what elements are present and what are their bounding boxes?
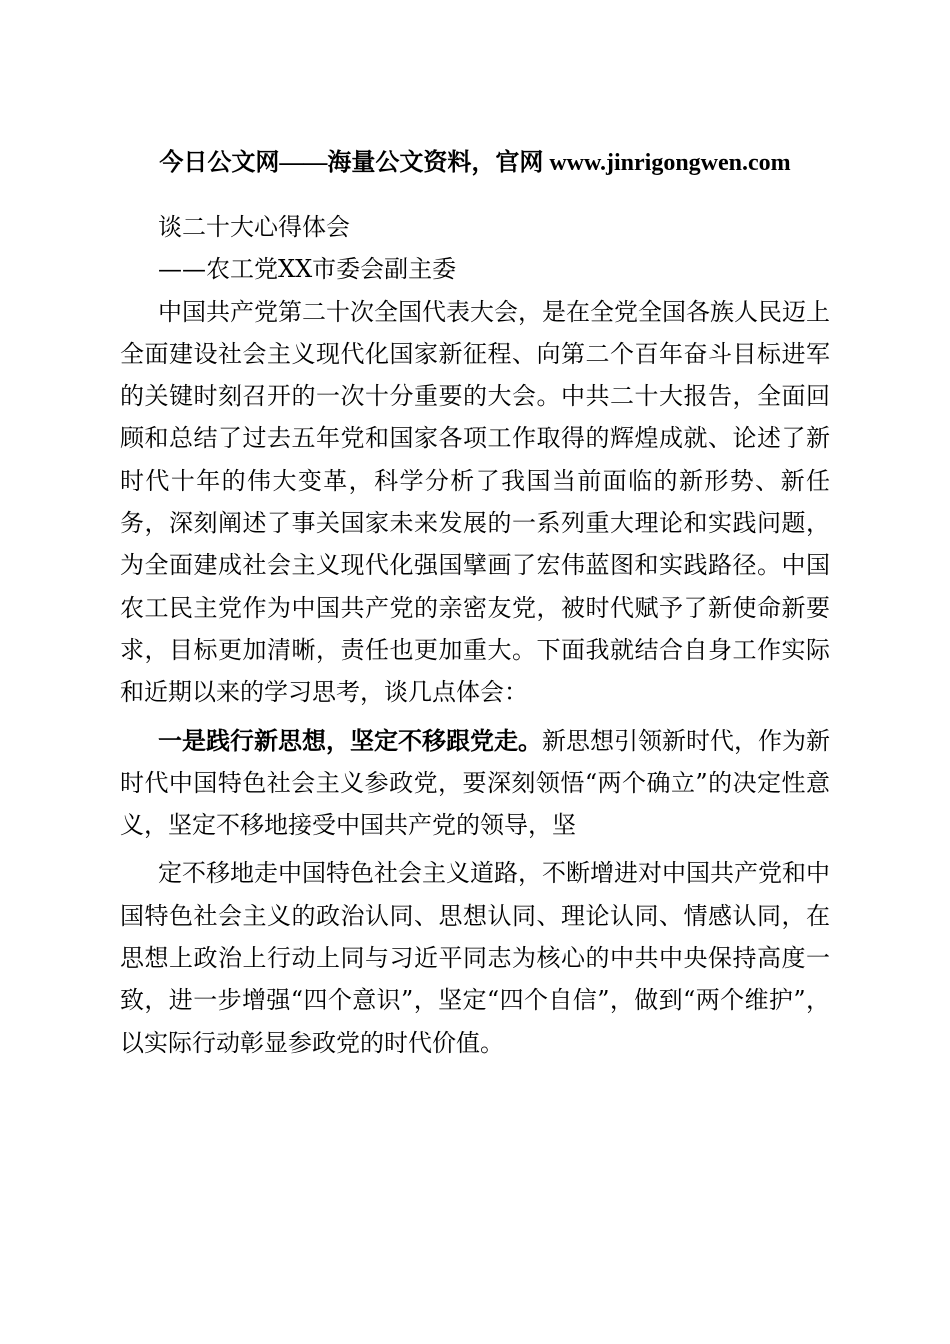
point-one-text: 新思想引领新时代，作为新时代中国特色社会主义参政党，要深刻领悟“两个确立”的决定性意义，坚定不移地接受中国共产党的领导，坚 — [120, 726, 830, 840]
point-one-heading: 一是践行新思想，坚定不移跟党走。 — [158, 725, 542, 755]
document-title: 谈二十大心得体会 — [158, 213, 350, 241]
author-line: ——农工党XX市委会副主委 — [158, 255, 457, 284]
paragraph-continued: 定不移地走中国特色社会主义道路，不断增进对中国共产党和中国特色社会主义的政治认同、思想认同、理论认同、情感认同，在思想上政治上行动上同与习近平同志为核心的中共中央保持高度一致，进一步增强“四个意识”，坚定“四个自信”，做到“两个维护”，以实际行动彰显参政党的时代价值。 — [120, 859, 830, 1057]
site-header: 今日公文网——海量公文资料，官网 www.jinrigongwen.com — [159, 150, 791, 176]
paragraph-intro: 中国共产党第二十次全国代表大会，是在全党全国各族人民迈上全面建设社会主义现代化国家新征程、向第二个百年奋斗目标进军的关键时刻召开的一次十分重要的大会。中共二十大报告，全面回顾和总结了过去五年党和国家各项工作取得的辉煌成就、论述了新时代十年的伟大变革，科学分析了我国当前面临的新形势、新任务，深刻阐述了事关国家未来发展的一系列重大理论和实践问题，为全面建成社会主义现代化强国擘画了宏伟蓝图和实践路径。中国农工民主党作为中国共产党的亲密友党，被时代赋予了新使命新要求，目标更加清晰，责任也更加重大。下面我就结合自身工作实际和近期以来的学习思考，谈几点体会： — [120, 297, 830, 707]
document-body — [120, 206, 830, 1064]
paragraph-point-one — [120, 720, 830, 847]
